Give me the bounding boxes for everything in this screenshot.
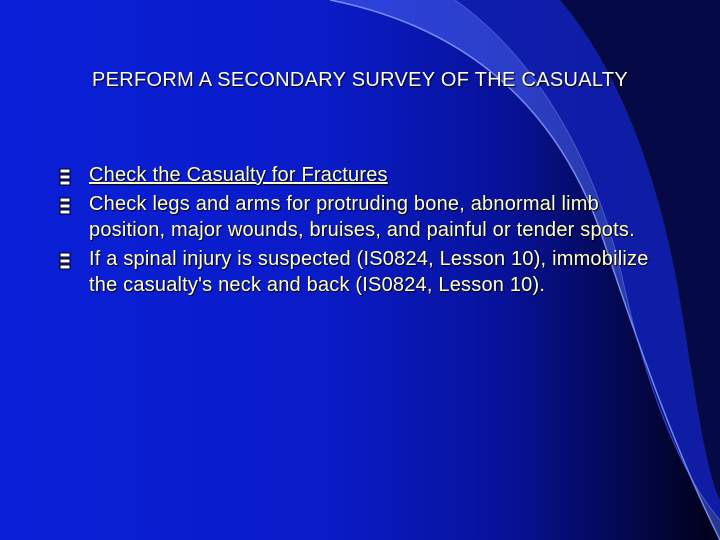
- stacked-pages-icon: [56, 252, 74, 270]
- bullet-text: If a spinal injury is suspected (IS0824, Lesson 10), immobilize the casualty's neck and back (IS0824, Lesson 10).: [89, 247, 649, 296]
- bullet-text: Check legs and arms for protruding bone, abnormal limb position, major wounds, bruises, and painful or tender spots.: [89, 192, 635, 241]
- stacked-pages-icon: [56, 197, 74, 215]
- stacked-pages-icon: [56, 168, 74, 186]
- bullet-item: [56, 246, 656, 299]
- bullet-item: [56, 191, 656, 244]
- slide-title: PERFORM A SECONDARY SURVEY OF THE CASUALTY: [91, 69, 629, 91]
- bullet-text-fractures-link[interactable]: Check the Casualty for Fractures: [89, 164, 388, 186]
- bullet-item: [56, 162, 656, 189]
- bullet-list: [56, 162, 656, 301]
